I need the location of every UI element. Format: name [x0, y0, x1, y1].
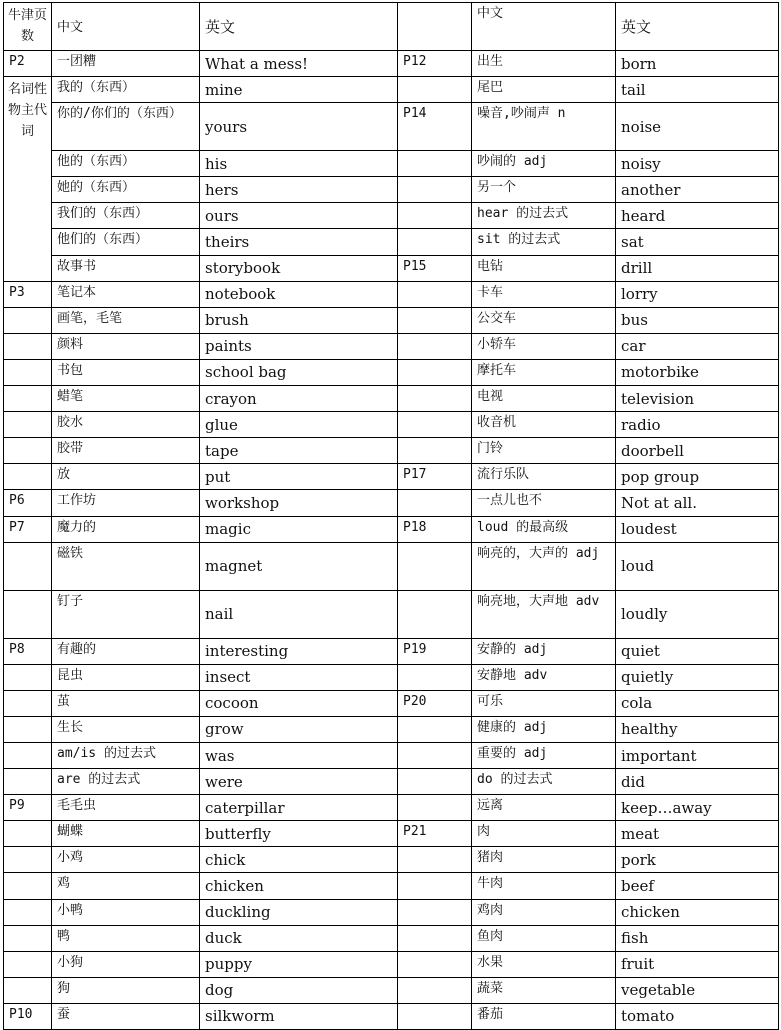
left-chinese-cell: 小鸡	[52, 847, 200, 873]
right-english-cell: sat	[616, 229, 779, 255]
left-page-cell	[4, 664, 52, 690]
right-english-cell: another	[616, 177, 779, 203]
left-english-cell: puppy	[200, 951, 398, 977]
left-chinese-cell: 工作坊	[52, 490, 200, 516]
left-page-cell	[4, 873, 52, 899]
right-page-cell: P15	[398, 255, 472, 281]
left-chinese-cell: 小狗	[52, 951, 200, 977]
right-page-cell: P14	[398, 103, 472, 151]
right-english-cell: meat	[616, 821, 779, 847]
table-row	[4, 51, 779, 77]
right-chinese-cell: 摩托车	[472, 359, 616, 385]
left-page-cell	[4, 847, 52, 873]
table-row	[4, 638, 779, 664]
left-english-cell: duckling	[200, 899, 398, 925]
table-row	[4, 229, 779, 255]
right-page-cell: P20	[398, 690, 472, 716]
right-english-cell: quietly	[616, 664, 779, 690]
left-chinese-cell: 毛毛虫	[52, 795, 200, 821]
header-right-page	[398, 3, 472, 51]
right-chinese-cell: 门铃	[472, 438, 616, 464]
right-chinese-cell: 响亮的，大声的 adj	[472, 542, 616, 590]
right-page-cell	[398, 925, 472, 951]
right-english-cell: motorbike	[616, 359, 779, 385]
table-row	[4, 77, 779, 103]
left-chinese-cell: 他们的（东西）	[52, 229, 200, 255]
left-english-cell: ours	[200, 203, 398, 229]
right-page-cell	[398, 359, 472, 385]
left-chinese-cell: 狗	[52, 977, 200, 1003]
left-chinese-cell: 昆虫	[52, 664, 200, 690]
left-chinese-cell: 笔记本	[52, 281, 200, 307]
table-row	[4, 151, 779, 177]
left-english-cell: storybook	[200, 255, 398, 281]
left-page-cell	[4, 307, 52, 333]
left-page-cell	[4, 438, 52, 464]
left-english-cell: duck	[200, 925, 398, 951]
right-english-cell: radio	[616, 412, 779, 438]
right-english-cell: fruit	[616, 951, 779, 977]
right-page-cell	[398, 977, 472, 1003]
left-chinese-cell: 画笔，毛笔	[52, 307, 200, 333]
right-page-cell: P18	[398, 516, 472, 542]
right-chinese-cell: 小轿车	[472, 333, 616, 359]
left-page-cell: P6	[4, 490, 52, 516]
header-left-chinese: 中文	[52, 3, 200, 51]
left-page-cell	[4, 977, 52, 1003]
right-chinese-cell: 出生	[472, 51, 616, 77]
left-page-cell	[4, 359, 52, 385]
left-chinese-cell: 胶带	[52, 438, 200, 464]
table-row	[4, 590, 779, 638]
left-chinese-cell: 她的（东西）	[52, 177, 200, 203]
left-english-cell: school bag	[200, 359, 398, 385]
left-page-cell	[4, 464, 52, 490]
right-english-cell: drill	[616, 255, 779, 281]
right-english-cell: loud	[616, 542, 779, 590]
right-page-cell	[398, 490, 472, 516]
table-row	[4, 951, 779, 977]
left-page-cell: P8	[4, 638, 52, 664]
left-english-cell: chicken	[200, 873, 398, 899]
left-chinese-cell: 蚕	[52, 1003, 200, 1029]
left-chinese-cell: 一团糟	[52, 51, 200, 77]
left-chinese-cell: 魔力的	[52, 516, 200, 542]
right-english-cell: tomato	[616, 1003, 779, 1029]
right-page-cell	[398, 769, 472, 795]
left-chinese-cell: 蝴蝶	[52, 821, 200, 847]
right-english-cell: doorbell	[616, 438, 779, 464]
right-page-cell	[398, 590, 472, 638]
right-english-cell: chicken	[616, 899, 779, 925]
left-chinese-cell: 你的/你们的（东西）	[52, 103, 200, 151]
table-row	[4, 899, 779, 925]
table-row	[4, 359, 779, 385]
table-row	[4, 821, 779, 847]
left-english-cell: put	[200, 464, 398, 490]
right-page-cell	[398, 1003, 472, 1029]
right-page-cell	[398, 438, 472, 464]
left-page-cell	[4, 412, 52, 438]
table-row	[4, 873, 779, 899]
right-page-cell: P12	[398, 51, 472, 77]
right-page-cell: P21	[398, 821, 472, 847]
table-row	[4, 664, 779, 690]
right-chinese-cell: 蔬菜	[472, 977, 616, 1003]
right-page-cell	[398, 664, 472, 690]
right-page-cell	[398, 795, 472, 821]
left-english-cell: yours	[200, 103, 398, 151]
right-chinese-cell: 电钻	[472, 255, 616, 281]
right-english-cell: lorry	[616, 281, 779, 307]
left-chinese-cell: 小鸭	[52, 899, 200, 925]
vocabulary-table	[3, 2, 779, 1030]
right-english-cell: noise	[616, 103, 779, 151]
table-row	[4, 438, 779, 464]
right-page-cell	[398, 847, 472, 873]
right-page-cell	[398, 386, 472, 412]
left-english-cell: chick	[200, 847, 398, 873]
left-chinese-cell: 蜡笔	[52, 386, 200, 412]
left-page-cell	[4, 590, 52, 638]
right-chinese-cell: 流行乐队	[472, 464, 616, 490]
right-english-cell: heard	[616, 203, 779, 229]
right-english-cell: beef	[616, 873, 779, 899]
left-chinese-cell: 鸭	[52, 925, 200, 951]
table-row	[4, 977, 779, 1003]
right-chinese-cell: 安静地 adv	[472, 664, 616, 690]
left-page-cell	[4, 899, 52, 925]
left-chinese-cell: 他的（东西）	[52, 151, 200, 177]
left-english-cell: glue	[200, 412, 398, 438]
left-english-cell: workshop	[200, 490, 398, 516]
right-chinese-cell: 安静的 adj	[472, 638, 616, 664]
left-chinese-cell: 故事书	[52, 255, 200, 281]
header-right-english: 英文	[616, 3, 779, 51]
left-english-cell: was	[200, 742, 398, 768]
left-english-cell: mine	[200, 77, 398, 103]
table-row	[4, 281, 779, 307]
right-chinese-cell: 鱼肉	[472, 925, 616, 951]
right-page-cell	[398, 716, 472, 742]
left-english-cell: grow	[200, 716, 398, 742]
table-row	[4, 769, 779, 795]
table-row	[4, 795, 779, 821]
left-english-cell: What a mess!	[200, 51, 398, 77]
left-english-cell: dog	[200, 977, 398, 1003]
left-page-cell	[4, 769, 52, 795]
right-chinese-cell: 猪肉	[472, 847, 616, 873]
header-right-chinese: 中文	[472, 3, 616, 51]
right-chinese-cell: 吵闹的 adj	[472, 151, 616, 177]
left-page-cell	[4, 690, 52, 716]
right-english-cell: noisy	[616, 151, 779, 177]
table-row	[4, 464, 779, 490]
left-english-cell: notebook	[200, 281, 398, 307]
right-page-cell	[398, 873, 472, 899]
left-page-cell: P2	[4, 51, 52, 77]
table-row	[4, 490, 779, 516]
right-chinese-cell: 一点儿也不	[472, 490, 616, 516]
right-english-cell: pork	[616, 847, 779, 873]
left-chinese-cell: am/is 的过去式	[52, 742, 200, 768]
right-chinese-cell: 番茄	[472, 1003, 616, 1029]
left-page-cell	[4, 821, 52, 847]
right-chinese-cell: 鸡肉	[472, 899, 616, 925]
left-english-cell: magic	[200, 516, 398, 542]
table-row	[4, 847, 779, 873]
left-english-cell: insect	[200, 664, 398, 690]
right-english-cell: cola	[616, 690, 779, 716]
right-english-cell: car	[616, 333, 779, 359]
left-chinese-cell: are 的过去式	[52, 769, 200, 795]
table-row	[4, 716, 779, 742]
left-page-cell	[4, 542, 52, 590]
right-english-cell: fish	[616, 925, 779, 951]
left-english-cell: were	[200, 769, 398, 795]
table-row	[4, 412, 779, 438]
left-english-cell: theirs	[200, 229, 398, 255]
table-row	[4, 1003, 779, 1029]
right-chinese-cell: 响亮地，大声地 adv	[472, 590, 616, 638]
right-page-cell	[398, 333, 472, 359]
right-chinese-cell: do 的过去式	[472, 769, 616, 795]
table-row	[4, 690, 779, 716]
right-chinese-cell: 重要的 adj	[472, 742, 616, 768]
table-row	[4, 255, 779, 281]
table-row	[4, 307, 779, 333]
right-page-cell: P19	[398, 638, 472, 664]
left-english-cell: hers	[200, 177, 398, 203]
left-chinese-cell: 有趣的	[52, 638, 200, 664]
left-page-cell	[4, 925, 52, 951]
table-row	[4, 103, 779, 151]
left-english-cell: caterpillar	[200, 795, 398, 821]
right-chinese-cell: 健康的 adj	[472, 716, 616, 742]
right-english-cell: pop group	[616, 464, 779, 490]
left-english-cell: cocoon	[200, 690, 398, 716]
left-english-cell: brush	[200, 307, 398, 333]
right-page-cell	[398, 281, 472, 307]
right-chinese-cell: hear 的过去式	[472, 203, 616, 229]
right-chinese-cell: loud 的最高级	[472, 516, 616, 542]
right-english-cell: quiet	[616, 638, 779, 664]
right-english-cell: television	[616, 386, 779, 412]
left-english-cell: magnet	[200, 542, 398, 590]
table-row	[4, 386, 779, 412]
right-english-cell: loudly	[616, 590, 779, 638]
left-chinese-cell: 茧	[52, 690, 200, 716]
right-page-cell	[398, 151, 472, 177]
right-page-cell	[398, 412, 472, 438]
left-page-cell: P3	[4, 281, 52, 307]
left-page-cell	[4, 716, 52, 742]
right-chinese-cell: 牛肉	[472, 873, 616, 899]
header-page-col: 牛津页数	[4, 3, 52, 51]
right-chinese-cell: 另一个	[472, 177, 616, 203]
right-page-cell	[398, 742, 472, 768]
left-english-cell: paints	[200, 333, 398, 359]
category-cell: 名词性物主代词	[4, 77, 52, 282]
right-chinese-cell: 卡车	[472, 281, 616, 307]
right-chinese-cell: 可乐	[472, 690, 616, 716]
right-chinese-cell: 收音机	[472, 412, 616, 438]
right-page-cell: P17	[398, 464, 472, 490]
right-page-cell	[398, 899, 472, 925]
right-page-cell	[398, 177, 472, 203]
left-page-cell	[4, 333, 52, 359]
left-english-cell: silkworm	[200, 1003, 398, 1029]
right-page-cell	[398, 307, 472, 333]
table-row	[4, 925, 779, 951]
table-row	[4, 177, 779, 203]
right-english-cell: important	[616, 742, 779, 768]
right-page-cell	[398, 203, 472, 229]
left-page-cell	[4, 951, 52, 977]
header-left-english: 英文	[200, 3, 398, 51]
right-english-cell: healthy	[616, 716, 779, 742]
left-chinese-cell: 我们的（东西）	[52, 203, 200, 229]
right-chinese-cell: 噪音,吵闹声 n	[472, 103, 616, 151]
left-chinese-cell: 生长	[52, 716, 200, 742]
left-english-cell: his	[200, 151, 398, 177]
right-english-cell: Not at all.	[616, 490, 779, 516]
left-chinese-cell: 我的（东西）	[52, 77, 200, 103]
right-chinese-cell: sit 的过去式	[472, 229, 616, 255]
right-chinese-cell: 水果	[472, 951, 616, 977]
table-row	[4, 333, 779, 359]
table-row	[4, 742, 779, 768]
right-page-cell	[398, 951, 472, 977]
left-chinese-cell: 颜料	[52, 333, 200, 359]
left-page-cell: P9	[4, 795, 52, 821]
right-chinese-cell: 肉	[472, 821, 616, 847]
right-page-cell	[398, 229, 472, 255]
table-row	[4, 203, 779, 229]
right-english-cell: born	[616, 51, 779, 77]
left-chinese-cell: 放	[52, 464, 200, 490]
left-english-cell: interesting	[200, 638, 398, 664]
left-chinese-cell: 钉子	[52, 590, 200, 638]
left-english-cell: tape	[200, 438, 398, 464]
left-english-cell: nail	[200, 590, 398, 638]
right-english-cell: bus	[616, 307, 779, 333]
right-chinese-cell: 远离	[472, 795, 616, 821]
left-chinese-cell: 磁铁	[52, 542, 200, 590]
left-chinese-cell: 书包	[52, 359, 200, 385]
left-page-cell	[4, 742, 52, 768]
left-chinese-cell: 胶水	[52, 412, 200, 438]
right-english-cell: loudest	[616, 516, 779, 542]
right-page-cell	[398, 542, 472, 590]
right-english-cell: vegetable	[616, 977, 779, 1003]
right-english-cell: did	[616, 769, 779, 795]
table-row	[4, 516, 779, 542]
table-row	[4, 542, 779, 590]
header-row	[4, 3, 779, 51]
left-english-cell: crayon	[200, 386, 398, 412]
right-english-cell: keep…away	[616, 795, 779, 821]
left-english-cell: butterfly	[200, 821, 398, 847]
right-page-cell	[398, 77, 472, 103]
left-chinese-cell: 鸡	[52, 873, 200, 899]
right-chinese-cell: 公交车	[472, 307, 616, 333]
right-chinese-cell: 尾巴	[472, 77, 616, 103]
right-chinese-cell: 电视	[472, 386, 616, 412]
left-page-cell	[4, 386, 52, 412]
left-page-cell: P7	[4, 516, 52, 542]
right-english-cell: tail	[616, 77, 779, 103]
left-page-cell: P10	[4, 1003, 52, 1029]
